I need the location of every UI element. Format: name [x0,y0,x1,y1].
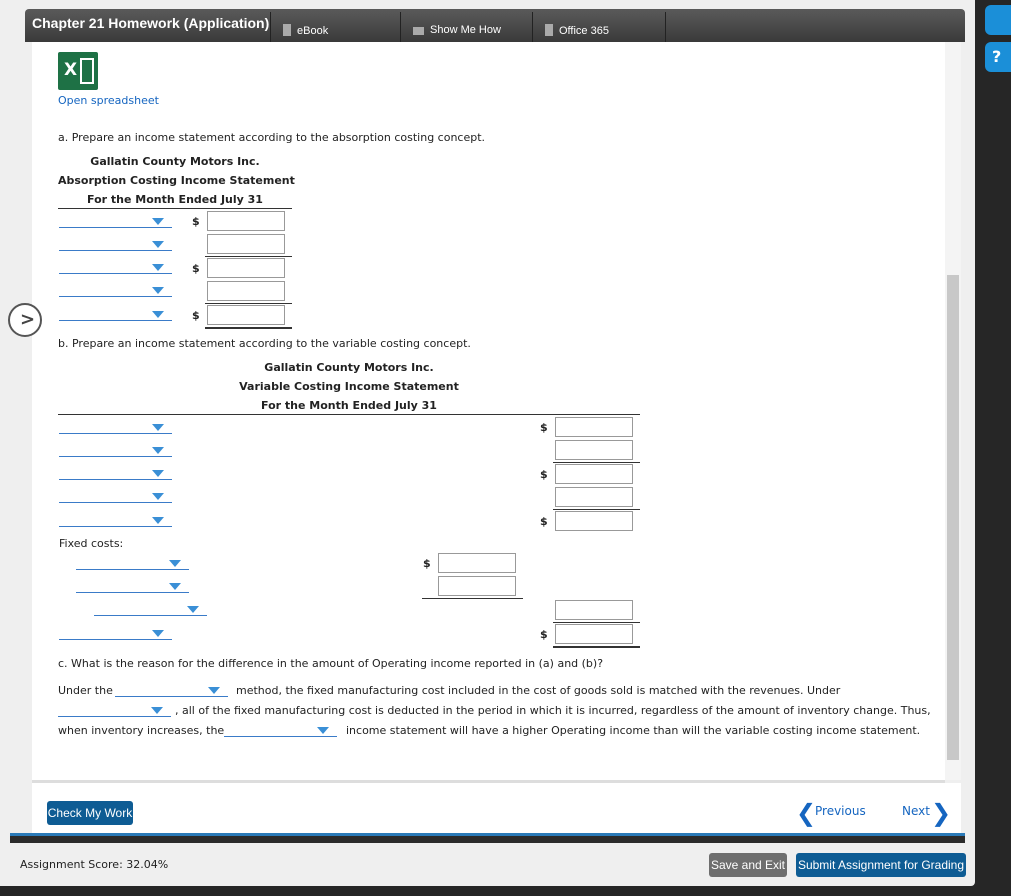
book-icon [283,24,291,36]
sentence-text: Under the [58,684,113,697]
part-a-amount-input-4[interactable] [207,281,285,301]
part-b-period: For the Month Ended July 31 [261,399,437,412]
part-b-account-dropdown-2[interactable] [59,445,172,457]
part-b-prompt: b. Prepare an income statement according to the variable costing concept. [58,337,471,350]
previous-button[interactable]: Previous [815,804,866,818]
submit-assignment-button[interactable]: Submit Assignment for Grading [796,853,966,877]
assignment-score: Assignment Score: 32.04% [20,858,169,871]
tab-office-365[interactable] [532,12,666,42]
fixed-cost-input-2[interactable] [438,576,516,596]
sentence-text: income statement will have a higher Operating income than will the variable costing income statement. [346,724,921,737]
office-icon [545,24,553,36]
dollar-sign: $ [423,557,431,570]
fixed-cost-dropdown-3[interactable] [94,604,207,616]
part-a-amount-input-5[interactable] [207,305,285,325]
part-b-amount-input-3[interactable] [555,464,633,484]
part-a-period: For the Month Ended July 31 [87,193,263,206]
part-a-account-dropdown-3[interactable] [59,262,172,274]
chevron-left-icon[interactable]: ❮ [796,799,817,827]
tab-label: eBook [297,25,329,37]
scrollbar-thumb[interactable] [947,275,959,760]
headset-icon[interactable] [985,5,1011,35]
part-a-account-dropdown-1[interactable] [59,216,172,228]
part-a-company: Gallatin County Motors Inc. [90,155,260,168]
help-icon[interactable]: ? [985,42,1011,72]
next-button[interactable]: Next [902,804,930,818]
part-a-prompt: a. Prepare an income statement according to the absorption costing concept. [58,131,486,144]
fixed-cost-dropdown-1[interactable] [76,558,189,570]
total-fixed-cost-input[interactable] [555,600,633,620]
part-b-amount-input-1[interactable] [555,417,633,437]
expand-panel-button[interactable]: > [8,303,42,337]
part-b-account-dropdown-3[interactable] [59,468,172,480]
fixed-cost-dropdown-2[interactable] [76,581,189,593]
part-b-company: Gallatin County Motors Inc. [264,361,434,374]
dollar-sign: $ [192,262,200,275]
tab-ebook[interactable] [270,12,400,42]
part-b-statement-title: Variable Costing Income Statement [239,380,459,393]
dollar-sign: $ [540,515,548,528]
part-a-account-dropdown-2[interactable] [59,239,172,251]
save-and-exit-button[interactable]: Save and Exit [709,853,787,877]
part-c-dropdown-3[interactable] [224,725,337,737]
part-b-amount-input-4[interactable] [555,487,633,507]
part-b-amount-input-2[interactable] [555,440,633,460]
part-c-dropdown-2[interactable] [58,705,171,717]
tab-show-me-how[interactable] [400,12,532,42]
chevron-right-icon[interactable]: ❯ [931,799,952,827]
part-b-account-dropdown-5[interactable] [59,515,172,527]
assignment-title: Chapter 21 Homework (Application) [32,15,270,31]
check-my-work-button[interactable]: Check My Work [47,801,133,825]
part-b-account-dropdown-1[interactable] [59,422,172,434]
part-b-account-dropdown-6[interactable] [59,628,172,640]
part-c-prompt: c. What is the reason for the difference in the amount of Operating income reported in (a) and (b)? [58,657,604,670]
fixed-costs-label: Fixed costs: [59,537,124,550]
part-a-amount-input-2[interactable] [207,234,285,254]
tab-label: Office 365 [559,25,609,37]
open-spreadsheet-link[interactable]: Open spreadsheet [58,94,159,107]
part-a-account-dropdown-4[interactable] [59,285,172,297]
tab-label: Show Me How [430,24,501,36]
divider [10,836,965,843]
dollar-sign: $ [192,215,200,228]
dollar-sign: $ [540,421,548,434]
part-a-statement-title: Absorption Costing Income Statement [58,174,295,187]
part-b-account-dropdown-4[interactable] [59,491,172,503]
part-a-account-dropdown-5[interactable] [59,309,172,321]
sentence-text: method, the fixed manufacturing cost included in the cost of goods sold is matched with the revenues. Under [236,684,841,697]
part-b-amount-input-5[interactable] [555,511,633,531]
part-a-amount-input-3[interactable] [207,258,285,278]
sentence-text: when inventory increases, the [58,724,225,737]
assignment-header [25,9,965,42]
dollar-sign: $ [540,468,548,481]
part-a-amount-input-1[interactable] [207,211,285,231]
dollar-sign: $ [540,628,548,641]
part-b-amount-input-6[interactable] [555,624,633,644]
fixed-cost-input-1[interactable] [438,553,516,573]
part-c-dropdown-1[interactable] [115,685,228,697]
video-icon [413,27,424,35]
dollar-sign: $ [192,309,200,322]
sentence-text: , all of the fixed manufacturing cost is deducted in the period in which it is incurred, regardless of the amount of inventory change. Thus, [175,704,931,717]
excel-icon[interactable]: X [58,52,100,90]
